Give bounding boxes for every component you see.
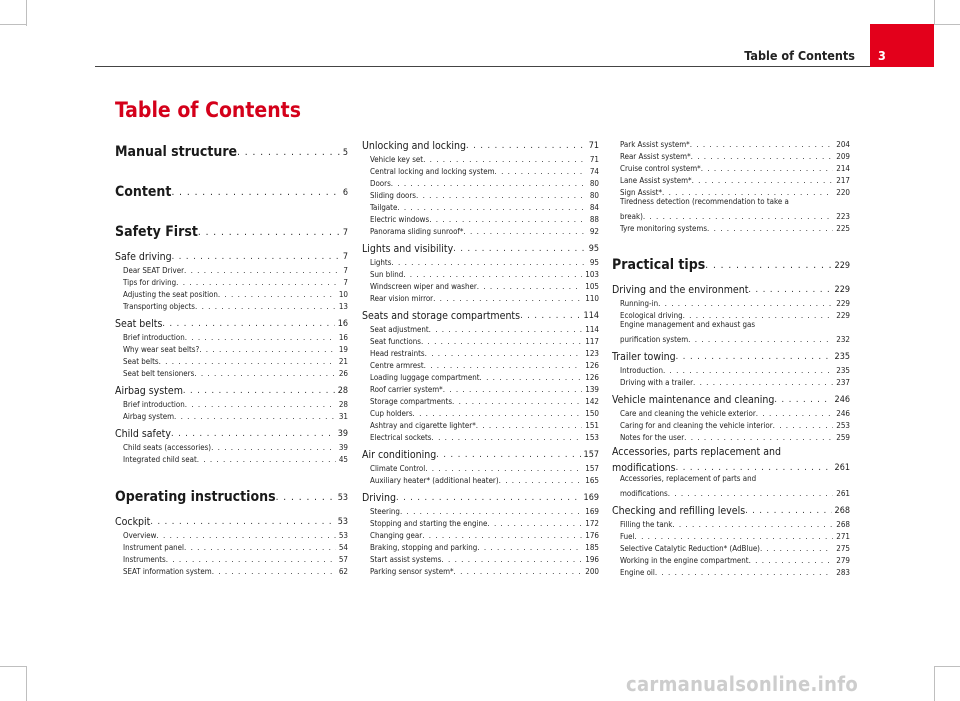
toc-item[interactable] xyxy=(612,375,850,387)
toc-item-label: Lights xyxy=(370,258,392,267)
toc-page-number: 165 xyxy=(585,476,599,485)
toc-item-label: Adjusting the seat position xyxy=(123,290,218,299)
toc-page-number: 6 xyxy=(342,188,348,198)
toc-item[interactable] xyxy=(612,185,850,197)
toc-item-label: Running-in xyxy=(620,299,659,308)
toc-item-label: Head restraints xyxy=(370,349,425,358)
toc-item-label: Rear vision mirror xyxy=(370,294,434,303)
toc-item-label: Selective Catalytic Reduction* (AdBlue) xyxy=(620,544,760,553)
toc-page-number: 5 xyxy=(342,148,348,158)
toc-item[interactable] xyxy=(115,409,348,421)
crop-mark xyxy=(0,24,26,25)
toc-chapter-label: Child safety xyxy=(115,428,171,440)
toc-item[interactable] xyxy=(115,354,348,366)
toc-item-label: Cup holders xyxy=(370,409,413,418)
toc-chapter-label: Lights and visibility xyxy=(362,243,454,255)
toc-item-label: Loading luggage compartment xyxy=(370,373,480,382)
toc-page-number: 54 xyxy=(338,543,348,552)
toc-page-number: 229 xyxy=(836,311,850,320)
crop-mark xyxy=(26,666,27,701)
toc-item-label: Steering xyxy=(370,507,400,516)
toc-item[interactable] xyxy=(612,363,850,375)
toc-item[interactable] xyxy=(612,149,850,161)
toc-item-label: Seat functions xyxy=(370,337,421,346)
toc-part-label: Operating instructions xyxy=(115,489,276,505)
toc-page-number: 53 xyxy=(337,517,348,527)
toc-item[interactable] xyxy=(362,291,599,303)
toc-item[interactable] xyxy=(612,565,850,577)
toc-page-number: 28 xyxy=(337,386,348,396)
toc-item[interactable] xyxy=(362,528,599,540)
toc-item[interactable] xyxy=(115,366,348,378)
toc-chapter-label: Checking and refilling levels xyxy=(612,505,746,517)
toc-item[interactable] xyxy=(362,406,599,418)
toc-page-number: 157 xyxy=(583,450,599,460)
toc-item-label: Driving with a trailer xyxy=(620,378,693,387)
toc-item[interactable] xyxy=(115,528,348,540)
toc-item-label: Engine oil xyxy=(620,568,655,577)
toc-item[interactable] xyxy=(115,330,348,342)
toc-chapter-lights[interactable] xyxy=(362,240,599,255)
toc-part-content[interactable] xyxy=(115,179,348,200)
toc-item[interactable] xyxy=(612,406,850,418)
toc-item-wrap-line: Tiredness detection (recommendation to take a xyxy=(620,197,789,206)
toc-item[interactable] xyxy=(612,430,850,442)
toc-chapter-safe-driving[interactable] xyxy=(115,248,348,263)
toc-item[interactable] xyxy=(362,418,599,430)
toc-page-number: 223 xyxy=(836,212,850,221)
toc-item-label: Cruise control system* xyxy=(620,164,701,173)
toc-item[interactable] xyxy=(362,224,599,236)
toc-part-manual-structure[interactable] xyxy=(115,139,348,160)
toc-page-number: 19 xyxy=(338,345,348,354)
toc-page-number: 126 xyxy=(585,373,599,382)
toc-item-label: Centre armrest xyxy=(370,361,424,370)
toc-item[interactable] xyxy=(362,370,599,382)
toc-chapter-label: Cockpit xyxy=(115,516,151,528)
toc-item-label: Filling the tank xyxy=(620,520,673,529)
toc-item-label: break) xyxy=(620,212,643,221)
toc-item[interactable] xyxy=(362,255,599,267)
toc-page-number: 71 xyxy=(588,141,599,151)
toc-page-number: 92 xyxy=(589,227,599,236)
toc-chapter-label: Driving and the environment xyxy=(612,284,749,296)
toc-item-label: Transporting objects xyxy=(123,302,195,311)
toc-item-label: Seat belt tensioners xyxy=(123,369,195,378)
toc-item[interactable] xyxy=(115,397,348,409)
toc-item[interactable] xyxy=(362,188,599,200)
toc-page-number: 103 xyxy=(585,270,599,279)
toc-chapter-airbag-system[interactable] xyxy=(115,382,348,397)
toc-chapter-label: Safe driving xyxy=(115,251,172,263)
toc-page-number: 225 xyxy=(836,224,850,233)
watermark: carmanualsonline.info xyxy=(626,672,859,696)
toc-item[interactable] xyxy=(362,176,599,188)
toc-page-number: 117 xyxy=(585,337,599,346)
running-header-title: Table of Contents xyxy=(744,48,855,63)
toc-item-label: modifications xyxy=(620,489,668,498)
crop-mark xyxy=(934,666,960,667)
toc-part-label: Safety First xyxy=(115,224,198,240)
toc-chapter-maintenance[interactable] xyxy=(612,391,850,406)
toc-item-label: Seat adjustment xyxy=(370,325,429,334)
toc-chapter-environment[interactable] xyxy=(612,281,850,296)
toc-chapter-air-conditioning[interactable] xyxy=(362,446,599,461)
toc-item[interactable] xyxy=(115,263,348,275)
toc-page-number: 235 xyxy=(836,366,850,375)
toc-column-2 xyxy=(362,137,599,576)
toc-column-1 xyxy=(115,137,348,576)
toc-page-number: 185 xyxy=(585,543,599,552)
toc-chapter-label: Seats and storage compartments xyxy=(362,310,521,322)
toc-item-label: Ecological driving xyxy=(620,311,683,320)
toc-chapter-label: Seat belts xyxy=(115,318,163,330)
toc-chapter-seat-belts[interactable] xyxy=(115,315,348,330)
toc-item[interactable] xyxy=(115,287,348,299)
toc-page-number: 259 xyxy=(836,433,850,442)
toc-item[interactable] xyxy=(362,334,599,346)
toc-page-number: 261 xyxy=(836,489,850,498)
toc-item[interactable] xyxy=(115,540,348,552)
toc-page-number: 16 xyxy=(338,333,348,342)
toc-item-label: Climate Control xyxy=(370,464,426,473)
toc-page-number: 279 xyxy=(836,556,850,565)
toc-item-label: Electrical sockets xyxy=(370,433,432,442)
toc-item[interactable] xyxy=(612,553,850,565)
toc-item-label: Airbag system xyxy=(123,412,175,421)
toc-item-label: Sliding doors xyxy=(370,191,417,200)
toc-item[interactable] xyxy=(115,552,348,564)
toc-item-label: Auxiliary heater* (additional heater) xyxy=(370,476,499,485)
toc-item[interactable] xyxy=(362,152,599,164)
toc-page-number: 204 xyxy=(836,140,850,149)
toc-item[interactable] xyxy=(362,267,599,279)
toc-chapter-accessories[interactable] xyxy=(612,459,850,474)
toc-part-label: Manual structure xyxy=(115,144,238,160)
toc-part-operating-instructions[interactable] xyxy=(115,484,348,505)
toc-item[interactable] xyxy=(362,164,599,176)
toc-item-label: Tips for driving xyxy=(123,278,177,287)
toc-item-label: Seat belts xyxy=(123,357,159,366)
toc-item[interactable] xyxy=(362,473,599,485)
toc-page-number: 39 xyxy=(338,443,348,452)
toc-page-number: 246 xyxy=(834,395,850,405)
toc-page-number: 157 xyxy=(585,464,599,473)
page-number: 3 xyxy=(878,48,886,63)
toc-chapter-trailer-towing[interactable] xyxy=(612,348,850,363)
toc-page-number: 261 xyxy=(834,463,850,473)
toc-item-label: Instruments xyxy=(123,555,166,564)
toc-item[interactable] xyxy=(612,486,850,498)
toc-item[interactable] xyxy=(362,279,599,291)
toc-item-label: Park Assist system* xyxy=(620,140,690,149)
toc-page-number: 53 xyxy=(338,531,348,540)
toc-page-number: 246 xyxy=(836,409,850,418)
toc-page-number: 253 xyxy=(836,421,850,430)
crop-mark xyxy=(934,666,935,701)
toc-item[interactable] xyxy=(612,529,850,541)
toc-page-number: 176 xyxy=(585,531,599,540)
toc-item-label: Storage compartments xyxy=(370,397,453,406)
toc-item-label: Why wear seat belts? xyxy=(123,345,200,354)
toc-page-number: 74 xyxy=(589,167,599,176)
toc-item[interactable] xyxy=(362,212,599,224)
toc-item-label: Dear SEAT Driver xyxy=(123,266,185,275)
toc-item-label: Start assist systems xyxy=(370,555,442,564)
toc-page-number: 275 xyxy=(836,544,850,553)
toc-item[interactable] xyxy=(612,137,850,149)
toc-page-number: 114 xyxy=(585,325,599,334)
crop-mark xyxy=(934,24,960,25)
toc-item[interactable] xyxy=(362,564,599,576)
toc-page-number: 229 xyxy=(834,285,850,295)
toc-item-label: Rear Assist system* xyxy=(620,152,691,161)
toc-item[interactable] xyxy=(362,504,599,516)
toc-item[interactable] xyxy=(612,517,850,529)
toc-chapter-seats[interactable] xyxy=(362,307,599,322)
toc-item-wrap-line: Engine management and exhaust gas xyxy=(620,320,756,329)
toc-item-label: Doors xyxy=(370,179,391,188)
toc-item-label: Sun blind xyxy=(370,270,404,279)
toc-page-number: 235 xyxy=(834,352,850,362)
toc-chapter-label: Vehicle maintenance and cleaning xyxy=(612,394,775,406)
toc-item[interactable] xyxy=(115,452,348,464)
toc-item[interactable] xyxy=(612,541,850,553)
crop-mark xyxy=(26,0,27,26)
toc-item[interactable] xyxy=(115,275,348,287)
toc-page-number: 7 xyxy=(343,278,348,287)
toc-page-number: 169 xyxy=(585,507,599,516)
toc-chapter-label: Airbag system xyxy=(115,385,183,397)
toc-page-number: 39 xyxy=(337,429,348,439)
toc-item[interactable] xyxy=(362,382,599,394)
toc-part-label: Practical tips xyxy=(612,257,706,273)
toc-page-number: 214 xyxy=(836,164,850,173)
toc-item[interactable] xyxy=(612,418,850,430)
toc-page-number: 7 xyxy=(342,252,348,262)
toc-chapter-label: Unlocking and locking xyxy=(362,140,467,152)
toc-item[interactable] xyxy=(362,552,599,564)
toc-page-number: 7 xyxy=(342,228,348,238)
toc-item-wrap-line: Accessories, replacement of parts and xyxy=(620,474,757,483)
toc-page-number: 169 xyxy=(583,493,599,503)
toc-item-label: Central locking and locking system xyxy=(370,167,495,176)
toc-page-number: 151 xyxy=(585,421,599,430)
toc-item-label: Vehicle key set xyxy=(370,155,424,164)
toc-page-number: 114 xyxy=(583,311,599,321)
toc-page-number: 229 xyxy=(836,299,850,308)
toc-item-label: Roof carrier system* xyxy=(370,385,443,394)
toc-item[interactable] xyxy=(362,200,599,212)
toc-item-label: Notes for the user xyxy=(620,433,685,442)
toc-chapter-child-safety[interactable] xyxy=(115,425,348,440)
toc-item[interactable] xyxy=(362,346,599,358)
toc-chapter-wrap-line: Accessories, parts replacement and xyxy=(612,446,781,458)
toc-page-number: 200 xyxy=(585,567,599,576)
toc-item-label: Sign Assist* xyxy=(620,188,662,197)
header-rule xyxy=(95,66,870,67)
toc-item-label: Brief introduction xyxy=(123,333,185,342)
toc-item-label: Electric windows xyxy=(370,215,430,224)
toc-page-number: 229 xyxy=(834,261,850,271)
toc-item-label: Introduction xyxy=(620,366,663,375)
toc-item-label: Fuel xyxy=(620,532,635,541)
toc-page-number: 16 xyxy=(337,319,348,329)
toc-page-number: 126 xyxy=(585,361,599,370)
toc-part-label: Content xyxy=(115,184,172,200)
toc-item-label: Brief introduction xyxy=(123,400,185,409)
toc-page-number: 139 xyxy=(585,385,599,394)
toc-page-number: 232 xyxy=(836,335,850,344)
toc-item[interactable] xyxy=(612,173,850,185)
toc-chapter-label: modifications xyxy=(612,462,676,474)
toc-item-label: Lane Assist system* xyxy=(620,176,692,185)
toc-item[interactable] xyxy=(612,209,850,221)
toc-chapter-cockpit[interactable] xyxy=(115,513,348,528)
toc-item-label: Braking, stopping and parking xyxy=(370,543,478,552)
toc-item[interactable] xyxy=(362,358,599,370)
toc-item-label: Child seats (accessories) xyxy=(123,443,212,452)
toc-page-number: 237 xyxy=(836,378,850,387)
toc-chapter-label: Trailer towing xyxy=(612,351,676,363)
toc-item[interactable] xyxy=(612,332,850,344)
toc-item-label: Overview xyxy=(123,531,157,540)
toc-page-number: 105 xyxy=(585,282,599,291)
toc-page-number: 153 xyxy=(585,433,599,442)
toc-page-number: 80 xyxy=(589,191,599,200)
crop-mark xyxy=(934,0,935,24)
toc-page-number: 95 xyxy=(589,258,599,267)
toc-item[interactable] xyxy=(362,540,599,552)
toc-page-number: 62 xyxy=(338,567,348,576)
toc-column-3 xyxy=(612,137,850,577)
toc-item-label: Tailgate xyxy=(370,203,398,212)
toc-item[interactable] xyxy=(362,322,599,334)
toc-item[interactable] xyxy=(612,296,850,308)
toc-page-number: 110 xyxy=(585,294,599,303)
toc-chapter-label: Driving xyxy=(362,492,396,504)
toc-page-number: 84 xyxy=(589,203,599,212)
toc-item[interactable] xyxy=(362,516,599,528)
toc-page-number: 10 xyxy=(338,290,348,299)
toc-page-number: 283 xyxy=(836,568,850,577)
toc-page-number: 13 xyxy=(338,302,348,311)
toc-page-number: 28 xyxy=(338,400,348,409)
toc-item-label: Instrument panel xyxy=(123,543,185,552)
toc-item[interactable] xyxy=(362,430,599,442)
toc-item-label: Changing gear xyxy=(370,531,423,540)
toc-item[interactable] xyxy=(115,299,348,311)
toc-item-label: Caring for and cleaning the vehicle interior xyxy=(620,421,773,430)
toc-item-label: Parking sensor system* xyxy=(370,567,454,576)
toc-page-number: 95 xyxy=(588,244,599,254)
toc-page-number: 57 xyxy=(338,555,348,564)
toc-item[interactable] xyxy=(612,161,850,173)
toc-chapter-driving[interactable] xyxy=(362,489,599,504)
toc-page-number: 53 xyxy=(337,493,348,503)
toc-page-number: 220 xyxy=(836,188,850,197)
toc-page-number: 21 xyxy=(338,357,348,366)
toc-item[interactable] xyxy=(612,221,850,233)
toc-page-number: 209 xyxy=(836,152,850,161)
toc-item-label: purification system xyxy=(620,335,689,344)
toc-page-number: 172 xyxy=(585,519,599,528)
toc-page-number: 26 xyxy=(338,369,348,378)
toc-page-number: 45 xyxy=(338,455,348,464)
toc-item-label: SEAT information system xyxy=(123,567,212,576)
toc-item[interactable] xyxy=(115,440,348,452)
toc-item[interactable] xyxy=(362,461,599,473)
crop-mark xyxy=(0,666,26,667)
toc-item-label: Panorama sliding sunroof* xyxy=(370,227,464,236)
toc-part-safety-first[interactable] xyxy=(115,219,348,240)
toc-part-practical-tips[interactable] xyxy=(612,252,850,273)
toc-page-number: 196 xyxy=(585,555,599,564)
toc-page-number: 268 xyxy=(836,520,850,529)
toc-page-number: 88 xyxy=(589,215,599,224)
toc-page-number: 31 xyxy=(338,412,348,421)
toc-item-label: Tyre monitoring systems xyxy=(620,224,708,233)
toc-item-label: Windscreen wiper and washer xyxy=(370,282,477,291)
toc-page-number: 142 xyxy=(585,397,599,406)
toc-page-number: 71 xyxy=(589,155,599,164)
toc-page-number: 217 xyxy=(836,176,850,185)
toc-page-number: 268 xyxy=(834,506,850,516)
toc-chapter-label: Air conditioning xyxy=(362,449,437,461)
toc-item[interactable] xyxy=(362,394,599,406)
page-title: Table of Contents xyxy=(115,98,301,122)
toc-page-number: 271 xyxy=(836,532,850,541)
toc-page-number: 80 xyxy=(589,179,599,188)
toc-item-label: Care and cleaning the vehicle exterior xyxy=(620,409,756,418)
toc-item-label: Ashtray and cigarette lighter* xyxy=(370,421,476,430)
toc-item[interactable] xyxy=(115,564,348,576)
toc-item-label: Working in the engine compartment xyxy=(620,556,749,565)
toc-page-number: 150 xyxy=(585,409,599,418)
toc-page-number: 123 xyxy=(585,349,599,358)
toc-page-number: 7 xyxy=(343,266,348,275)
toc-item[interactable] xyxy=(115,342,348,354)
toc-chapter-unlocking[interactable] xyxy=(362,137,599,152)
toc-item[interactable] xyxy=(612,308,850,320)
toc-item-label: Stopping and starting the engine xyxy=(370,519,488,528)
toc-item-label: Integrated child seat xyxy=(123,455,197,464)
toc-chapter-checking-levels[interactable] xyxy=(612,502,850,517)
